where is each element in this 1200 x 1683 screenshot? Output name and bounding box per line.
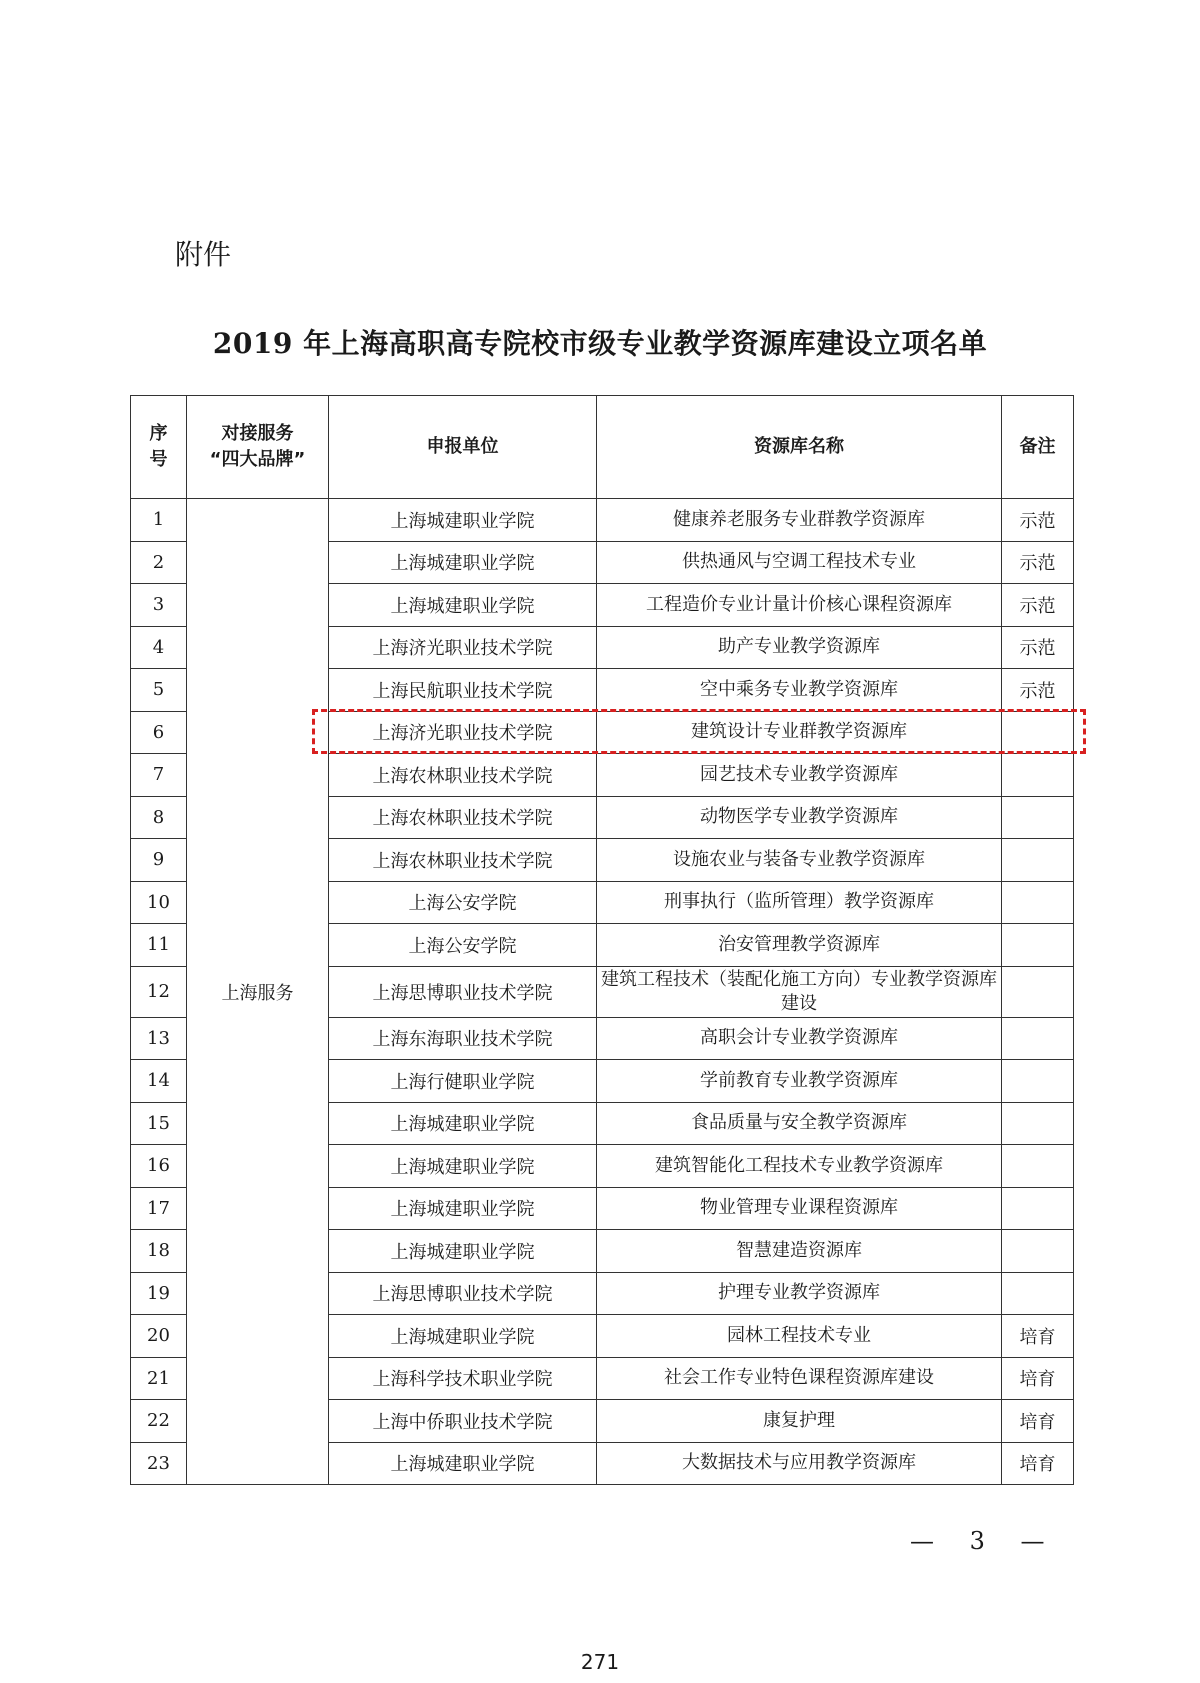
cell-library-name: 空中乘务专业教学资源库 bbox=[597, 669, 1002, 712]
cell-library-name: 供热通风与空调工程技术专业 bbox=[597, 541, 1002, 584]
header-seq bbox=[131, 396, 187, 499]
cell-library-name: 智慧建造资源库 bbox=[597, 1230, 1002, 1273]
cell-note: 培育 bbox=[1002, 1400, 1074, 1443]
cell-library-name: 工程造价专业计量计价核心课程资源库 bbox=[597, 584, 1002, 627]
cell-note bbox=[1002, 966, 1074, 1017]
cell-seq: 18 bbox=[131, 1230, 187, 1273]
cell-note bbox=[1002, 1272, 1074, 1315]
cell-unit: 上海城建职业学院 bbox=[329, 1315, 597, 1358]
cell-unit: 上海城建职业学院 bbox=[329, 1145, 597, 1188]
attachment-label: 附件 bbox=[175, 238, 232, 271]
cell-seq: 9 bbox=[131, 839, 187, 882]
cell-note: 示范 bbox=[1002, 541, 1074, 584]
cell-unit: 上海城建职业学院 bbox=[329, 499, 597, 542]
cell-note bbox=[1002, 1102, 1074, 1145]
table-body bbox=[131, 499, 1074, 1485]
header-brand-line2: “四大品牌” bbox=[209, 449, 306, 470]
cell-seq: 6 bbox=[131, 711, 187, 754]
cell-note: 示范 bbox=[1002, 499, 1074, 542]
cell-note: 培育 bbox=[1002, 1357, 1074, 1400]
cell-seq: 7 bbox=[131, 754, 187, 797]
cell-library-name: 食品质量与安全教学资源库 bbox=[597, 1102, 1002, 1145]
page-number: — 3 — bbox=[910, 1527, 1059, 1555]
cell-library-name: 动物医学专业教学资源库 bbox=[597, 796, 1002, 839]
cell-seq: 21 bbox=[131, 1357, 187, 1400]
cell-unit: 上海公安学院 bbox=[329, 881, 597, 924]
cell-brand-merged: 上海服务 bbox=[187, 499, 329, 1485]
cell-library-name: 园林工程技术专业 bbox=[597, 1315, 1002, 1358]
cell-seq: 5 bbox=[131, 669, 187, 712]
cell-unit: 上海东海职业技术学院 bbox=[329, 1017, 597, 1060]
cell-unit: 上海济光职业技术学院 bbox=[329, 711, 597, 754]
cell-unit: 上海城建职业学院 bbox=[329, 1230, 597, 1273]
cell-library-name: 助产专业教学资源库 bbox=[597, 626, 1002, 669]
cell-note: 培育 bbox=[1002, 1442, 1074, 1485]
table-row bbox=[131, 499, 1074, 542]
cell-note: 示范 bbox=[1002, 584, 1074, 627]
cell-library-name: 刑事执行（监所管理）教学资源库 bbox=[597, 881, 1002, 924]
cell-seq: 16 bbox=[131, 1145, 187, 1188]
cell-unit: 上海思博职业技术学院 bbox=[329, 1272, 597, 1315]
cell-unit: 上海城建职业学院 bbox=[329, 1442, 597, 1485]
cell-library-name: 建筑工程技术（装配化施工方向）专业教学资源库建设 bbox=[597, 966, 1002, 1017]
cell-seq: 13 bbox=[131, 1017, 187, 1060]
cell-seq: 15 bbox=[131, 1102, 187, 1145]
cell-seq: 1 bbox=[131, 499, 187, 542]
cell-seq: 11 bbox=[131, 924, 187, 967]
cell-unit: 上海农林职业技术学院 bbox=[329, 839, 597, 882]
cell-seq: 12 bbox=[131, 966, 187, 1017]
cell-seq: 2 bbox=[131, 541, 187, 584]
cell-unit: 上海城建职业学院 bbox=[329, 541, 597, 584]
table-header-row bbox=[131, 396, 1074, 499]
cell-unit: 上海济光职业技术学院 bbox=[329, 626, 597, 669]
cell-unit: 上海城建职业学院 bbox=[329, 584, 597, 627]
cell-library-name: 治安管理教学资源库 bbox=[597, 924, 1002, 967]
cell-unit: 上海中侨职业技术学院 bbox=[329, 1400, 597, 1443]
cell-note bbox=[1002, 1187, 1074, 1230]
header-unit: 申报单位 bbox=[329, 396, 597, 499]
cell-note: 培育 bbox=[1002, 1315, 1074, 1358]
cell-seq: 22 bbox=[131, 1400, 187, 1443]
cell-seq: 20 bbox=[131, 1315, 187, 1358]
cell-note: 示范 bbox=[1002, 626, 1074, 669]
highlight-dashed-box bbox=[312, 709, 1086, 754]
cell-note: 示范 bbox=[1002, 669, 1074, 712]
cell-library-name: 建筑智能化工程技术专业教学资源库 bbox=[597, 1145, 1002, 1188]
cell-seq: 19 bbox=[131, 1272, 187, 1315]
cell-unit: 上海农林职业技术学院 bbox=[329, 796, 597, 839]
cell-unit: 上海公安学院 bbox=[329, 924, 597, 967]
cell-library-name: 学前教育专业教学资源库 bbox=[597, 1060, 1002, 1103]
cell-unit: 上海城建职业学院 bbox=[329, 1102, 597, 1145]
header-note: 备注 bbox=[1002, 396, 1074, 499]
cell-library-name: 社会工作专业特色课程资源库建设 bbox=[597, 1357, 1002, 1400]
cell-seq: 14 bbox=[131, 1060, 187, 1103]
cell-seq: 8 bbox=[131, 796, 187, 839]
cell-note bbox=[1002, 1017, 1074, 1060]
cell-unit: 上海民航职业技术学院 bbox=[329, 669, 597, 712]
cell-library-name: 物业管理专业课程资源库 bbox=[597, 1187, 1002, 1230]
cell-note bbox=[1002, 1060, 1074, 1103]
cell-library-name: 大数据技术与应用教学资源库 bbox=[597, 1442, 1002, 1485]
cell-seq: 23 bbox=[131, 1442, 187, 1485]
cell-library-name: 高职会计专业教学资源库 bbox=[597, 1017, 1002, 1060]
cell-note bbox=[1002, 881, 1074, 924]
cell-seq: 10 bbox=[131, 881, 187, 924]
cell-unit: 上海科学技术职业学院 bbox=[329, 1357, 597, 1400]
cell-seq: 4 bbox=[131, 626, 187, 669]
cell-note bbox=[1002, 1230, 1074, 1273]
cell-library-name: 设施农业与装备专业教学资源库 bbox=[597, 839, 1002, 882]
cell-library-name: 护理专业教学资源库 bbox=[597, 1272, 1002, 1315]
header-brand-line1: 对接服务 bbox=[221, 423, 294, 444]
header-brand bbox=[187, 396, 329, 499]
cell-note bbox=[1002, 754, 1074, 797]
document-title: 2019 年上海高职高专院校市级专业教学资源库建设立项名单 bbox=[212, 327, 988, 360]
cell-unit: 上海思博职业技术学院 bbox=[329, 966, 597, 1017]
cell-seq: 17 bbox=[131, 1187, 187, 1230]
cell-library-name: 健康养老服务专业群教学资源库 bbox=[597, 499, 1002, 542]
cell-note bbox=[1002, 1145, 1074, 1188]
header-seq-line1: 序 bbox=[149, 423, 168, 444]
cell-library-name: 建筑设计专业群教学资源库 bbox=[597, 711, 1002, 754]
cell-note bbox=[1002, 839, 1074, 882]
cell-library-name: 康复护理 bbox=[597, 1400, 1002, 1443]
cell-unit: 上海城建职业学院 bbox=[329, 1187, 597, 1230]
cell-unit: 上海行健职业学院 bbox=[329, 1060, 597, 1103]
project-list-table bbox=[130, 395, 1074, 1485]
cell-note bbox=[1002, 924, 1074, 967]
footer-page-number: 271 bbox=[580, 1650, 620, 1674]
header-seq-line2: 号 bbox=[149, 449, 168, 470]
cell-unit: 上海农林职业技术学院 bbox=[329, 754, 597, 797]
cell-library-name: 园艺技术专业教学资源库 bbox=[597, 754, 1002, 797]
cell-note bbox=[1002, 796, 1074, 839]
header-library: 资源库名称 bbox=[597, 396, 1002, 499]
cell-seq: 3 bbox=[131, 584, 187, 627]
